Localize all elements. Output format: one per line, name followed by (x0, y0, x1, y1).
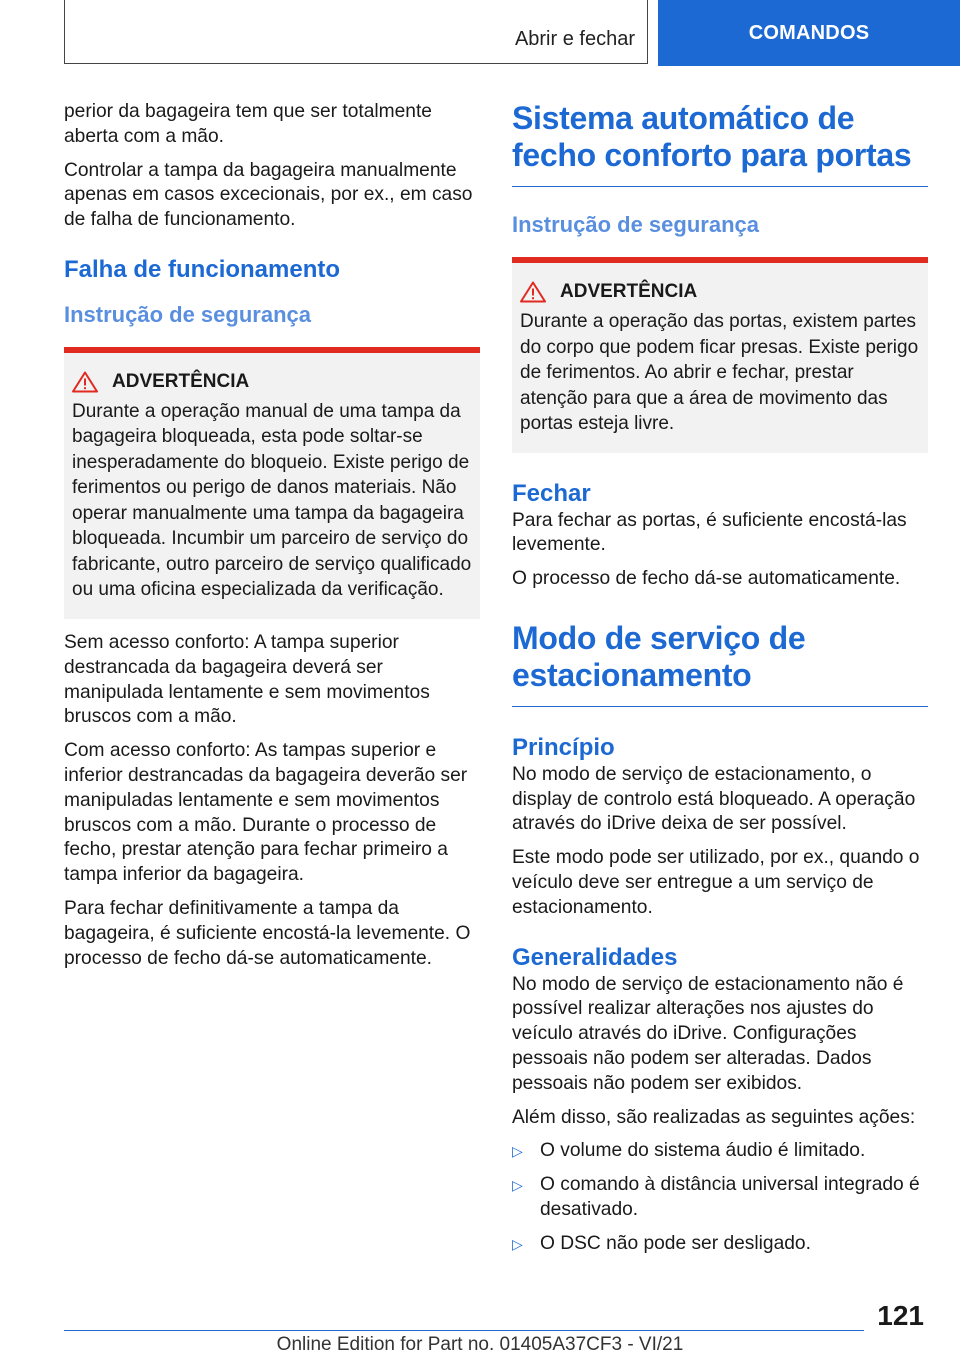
heading-valet-mode: Modo de serviço de estacionamento (512, 619, 806, 693)
paragraph-manual-control: Controlar a tampa da bagageira manualmente apenas em casos excecionais, por ex., em caso de falha de funcionamento. (64, 159, 473, 231)
heading-safety-right: Instrução de segurança (512, 212, 759, 237)
warning-triangle-icon (520, 281, 546, 303)
warning-title-right: ADVERTÊNCIA (560, 281, 698, 302)
warning-box-right (512, 257, 928, 453)
warning-triangle-icon (72, 371, 98, 393)
warning-title-left: ADVERTÊNCIA (112, 370, 250, 392)
header-tab-commands: COMANDOS (658, 0, 960, 66)
triangle-bullet-icon: ▷ (512, 1143, 523, 1160)
heading-safety-left: Instrução de segurança (64, 301, 311, 327)
page-number: 121 (877, 1300, 924, 1331)
left-column (64, 100, 480, 980)
triangle-bullet-icon: ▷ (512, 1235, 523, 1252)
list-item (512, 1232, 928, 1257)
paragraph-close-doors: Para fechar as portas, é suficiente encostá-las levemente. (512, 509, 907, 556)
list-item-text: O DSC não pode ser desligado. (540, 1232, 811, 1254)
paragraph-comfort-access: Com acesso conforto: As tampas superior e inferior destrancadas da bagageira deverão ser manipuladas lentamente e sem movimentos bruscos com a mão. Durante o processo de fecho, prestar atenção para fechar primeiro a tampa inferior da bagageira. (64, 740, 468, 886)
paragraph-principle-2: Este modo pode ser utilizado, por ex., quando o veículo deve ser entregue a um serviço de estacionamento. (512, 847, 920, 918)
paragraph-principle-1: No modo de serviço de estacionamento, o display de controlo está bloqueado. A operação através do iDrive deixa de ser possível. (512, 763, 916, 835)
heading-general: Generalidades (512, 943, 678, 971)
paragraph-general-1: No modo de serviço de estacionamento não é possível realizar alterações nos ajustes do veículo através do iDrive. Configurações pessoais não podem ser alteradas. Dados pessoais não podem ser exibidos. (512, 973, 904, 1094)
right-column (512, 100, 928, 1266)
list-item-text: O comando à distância universal integrado é desativado. (540, 1174, 920, 1221)
heading-principle: Princípio (512, 733, 615, 761)
paragraph-close-automatic: O processo de fecho dá-se automaticamente. (512, 568, 901, 590)
heading-malfunction: Falha de funcionamento (64, 255, 341, 283)
warning-box-left (64, 347, 480, 619)
heading-rule (512, 186, 928, 187)
warning-text-left: Durante a operação manual de uma tampa da bagageira bloqueada, esta pode soltar-se inesperadamente do bloqueio. Existe perigo de ferimentos ou perigo de danos materiais. Não operar manualmente uma tampa da bagageira bloqueada. Incumbir um parceiro de serviço do fabricante, outro parceiro de serviço qualificado ou uma oficina especializada da verificação. (72, 400, 472, 601)
triangle-bullet-icon: ▷ (512, 1177, 523, 1194)
paragraph-general-2: Além disso, são realizadas as seguintes ações: (512, 1106, 916, 1128)
warning-text-right: Durante a operação das portas, existem partes do corpo que podem ficar presas. Existe perigo de ferimentos. Ao abrir e fechar, prestar atenção para que a área de movimento das portas esteja livre. (520, 311, 919, 434)
warning-header-left (72, 371, 472, 393)
warning-header-right (520, 281, 920, 303)
paragraph-close-tailgate: Para fechar definitivamente a tampa da bagageira, é suficiente encostá-la levemente. O processo de fecho dá-se automaticamente. (64, 897, 471, 969)
heading-rule (512, 706, 928, 707)
paragraph-no-comfort-access: Sem acesso conforto: A tampa superior destrancada da bagageira deverá ser manipulada lentamente e sem movimentos bruscos com a mão. (64, 631, 430, 728)
list-item (512, 1173, 928, 1223)
heading-soft-close: Sistema automático de fecho conforto para portas (512, 100, 912, 173)
heading-close: Fechar (512, 479, 591, 507)
list-item (512, 1139, 928, 1164)
header-section-title: Abrir e fechar (514, 28, 635, 50)
list-item-text: O volume do sistema áudio é limitado. (540, 1140, 866, 1162)
footer-rule (64, 1330, 864, 1331)
actions-list (512, 1139, 928, 1256)
footer-edition: Online Edition for Part no. 01405A37CF3 - VI/21 (276, 1334, 684, 1355)
paragraph-intro: perior da bagageira tem que ser totalmente aberta com a mão. (64, 101, 432, 147)
